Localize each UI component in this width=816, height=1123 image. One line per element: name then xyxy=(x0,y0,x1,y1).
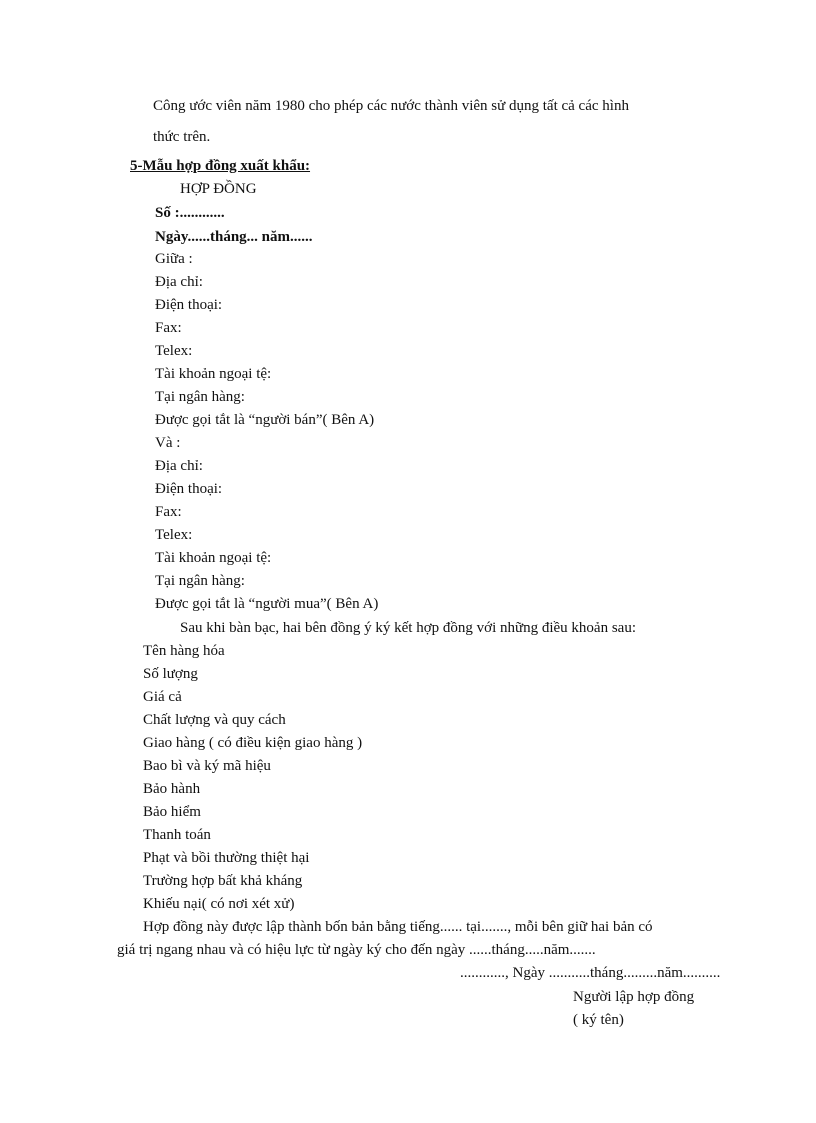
closing-line-2: giá trị ngang nhau và có hiệu lực từ ngày ký cho đến ngày ......tháng.....năm....... xyxy=(117,942,596,958)
term-item: Phạt và bồi thường thiệt hại xyxy=(143,850,310,866)
term-item: Giao hàng ( có điều kiện giao hàng ) xyxy=(143,735,363,751)
section-heading: 5-Mẫu hợp đồng xuất khẩu: xyxy=(130,158,311,174)
buyer-telex: Telex: xyxy=(155,527,193,543)
seller-telex: Telex: xyxy=(155,343,193,359)
contract-title: HỢP ĐỒNG xyxy=(180,181,257,197)
intro-line-1: Công ước viên năm 1980 cho phép các nước thành viên sử dụng tất cả các hình xyxy=(153,98,629,114)
contract-date: Ngày......tháng... năm...... xyxy=(155,229,313,245)
buyer-address: Địa chỉ: xyxy=(155,458,203,474)
intro-line-2: thức trên. xyxy=(153,129,211,145)
term-item: Bảo hành xyxy=(143,781,201,797)
term-item: Bảo hiểm xyxy=(143,804,201,820)
seller-fax: Fax: xyxy=(155,320,182,336)
buyer-fax: Fax: xyxy=(155,504,182,520)
seller-called: Được gọi tắt là “người bán”( Bên A) xyxy=(155,412,375,428)
place-date-line: ............, Ngày ...........tháng.........năm.......... xyxy=(460,965,721,981)
term-item: Số lượng xyxy=(143,666,198,682)
closing-line-1: Hợp đồng này được lập thành bốn bản bằng tiếng...... tại......., mỗi bên giữ hai bản có xyxy=(143,919,653,935)
term-item: Bao bì và ký mã hiệu xyxy=(143,758,271,774)
buyer-fx-account: Tài khoản ngoại tệ: xyxy=(155,550,272,566)
buyer-called: Được gọi tắt là “người mua”( Bên A) xyxy=(155,596,379,612)
seller-bank: Tại ngân hàng: xyxy=(155,389,245,405)
term-item: Thanh toán xyxy=(143,827,211,843)
contract-number: Số :............ xyxy=(155,205,225,221)
term-item: Tên hàng hóa xyxy=(143,643,225,659)
seller-address: Địa chỉ: xyxy=(155,274,203,290)
agreement-text: Sau khi bàn bạc, hai bên đồng ý ký kết hợp đồng với những điều khoản sau: xyxy=(180,620,637,636)
and-label: Và : xyxy=(155,435,181,451)
between-label: Giữa : xyxy=(155,251,193,267)
buyer-bank: Tại ngân hàng: xyxy=(155,573,245,589)
term-item: Khiếu nại( có nơi xét xử) xyxy=(143,896,295,912)
seller-phone: Điện thoại: xyxy=(155,297,223,313)
term-item: Chất lượng và quy cách xyxy=(143,712,286,728)
term-item: Trường hợp bất khả kháng xyxy=(143,873,303,889)
buyer-phone: Điện thoại: xyxy=(155,481,223,497)
sign-note: ( ký tên) xyxy=(573,1012,624,1028)
signer-title: Người lập hợp đồng xyxy=(573,989,695,1005)
seller-fx-account: Tài khoản ngoại tệ: xyxy=(155,366,272,382)
term-item: Giá cả xyxy=(143,689,182,705)
